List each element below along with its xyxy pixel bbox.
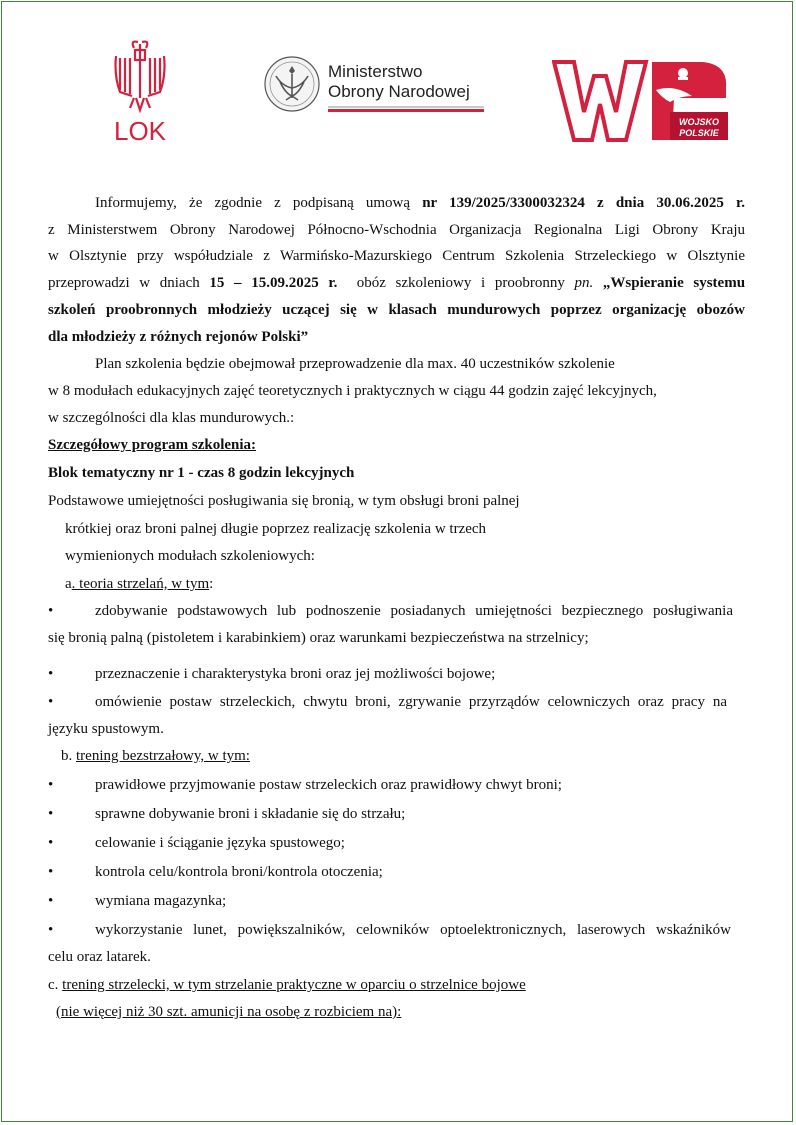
- intro-line-6: dla młodzieży z różnych rejonów Polski”: [48, 329, 309, 345]
- section-c-note: (nie więcej niż 30 szt. amunicji na osobę z rozbiciem na):: [56, 1004, 402, 1020]
- logo-header: [0, 0, 796, 160]
- wp-logo-text-line1: WOJSKO: [678, 117, 720, 127]
- wojsko-polskie-logo: [552, 56, 734, 146]
- ministry-logo: [262, 54, 494, 118]
- intro-line-3: w Olsztynie przy współudziale z Warmińsko-Mazurskiego Centrum Szkolenia Strzeleckiego w Olsztynie: [48, 248, 745, 264]
- ministry-name-line1: Ministerstwo: [328, 62, 423, 81]
- plan-line-1: Plan szkolenia będzie obejmował przeprowadzenie dla max. 40 uczestników szkolenie: [95, 356, 615, 372]
- section-a-title: a. teoria strzelań, w tym:: [65, 576, 214, 592]
- ministry-gray-stripe: [328, 106, 484, 108]
- ministry-red-stripe: [328, 109, 484, 112]
- intro-line-1: Informujemy, że zgodnie z podpisaną umową nr 139/2025/3300032324 z dnia 30.06.2025 r.: [95, 195, 746, 211]
- a-item-3-cont: języku spustowym.: [48, 721, 164, 737]
- wp-logo-text-line2: POLSKIE: [679, 128, 719, 138]
- b-item-6-cont: celu oraz latarek.: [48, 949, 151, 965]
- ministry-eagle-emblem-icon: [262, 54, 322, 114]
- plan-line-3: w szczególności dla klas mundurowych.:: [48, 410, 295, 426]
- block-title: Blok tematyczny nr 1 - czas 8 godzin lekcyjnych: [48, 465, 355, 481]
- intro-line-5: szkoleń proobronnych młodzieży uczącej się w klasach mundurowych poprzez organizację obozów: [48, 302, 745, 318]
- lok-eagle-logo: [108, 36, 172, 148]
- intro-line-2: z Ministerstwem Obrony Narodowej Północno-Wschodnia Organizacja Regionalna Ligi Obrony Kraju: [48, 222, 745, 238]
- block-desc-line-1: Podstawowe umiejętności posługiwania się bronią, w tym obsługi broni palnej: [48, 493, 520, 509]
- program-heading: Szczegółowy program szkolenia:: [48, 437, 257, 453]
- section-c-title: c. trening strzelecki, w tym strzelanie praktyczne w oparciu o strzelnice bojowe: [48, 977, 526, 993]
- section-b-title: b. trening bezstrzałowy, w tym:: [61, 748, 250, 764]
- a-item-1-cont: się bronią palną (pistoletem i karabinkiem) oraz warunkami bezpieczeństwa na strzelnicy;: [48, 630, 589, 646]
- intro-line-4: przeprowadzi w dniach 15 – 15.09.2025 r. obóz szkoleniowy i proobronny pn. „Wspieranie systemu: [48, 275, 746, 291]
- block-desc-line-3: wymienionych modułach szkoleniowych:: [65, 548, 315, 564]
- block-desc-line-2: krótkiej oraz broni palnej długie poprzez realizację szkolenia w trzech: [65, 521, 487, 537]
- plan-line-2: w 8 modułach edukacyjnych zajęć teoretycznych i praktycznych w ciągu 44 godzin zajęć lekcyjnych,: [48, 383, 657, 399]
- ministry-name-line2: Obrony Narodowej: [328, 82, 470, 101]
- lok-logo-text: LOK: [113, 116, 167, 146]
